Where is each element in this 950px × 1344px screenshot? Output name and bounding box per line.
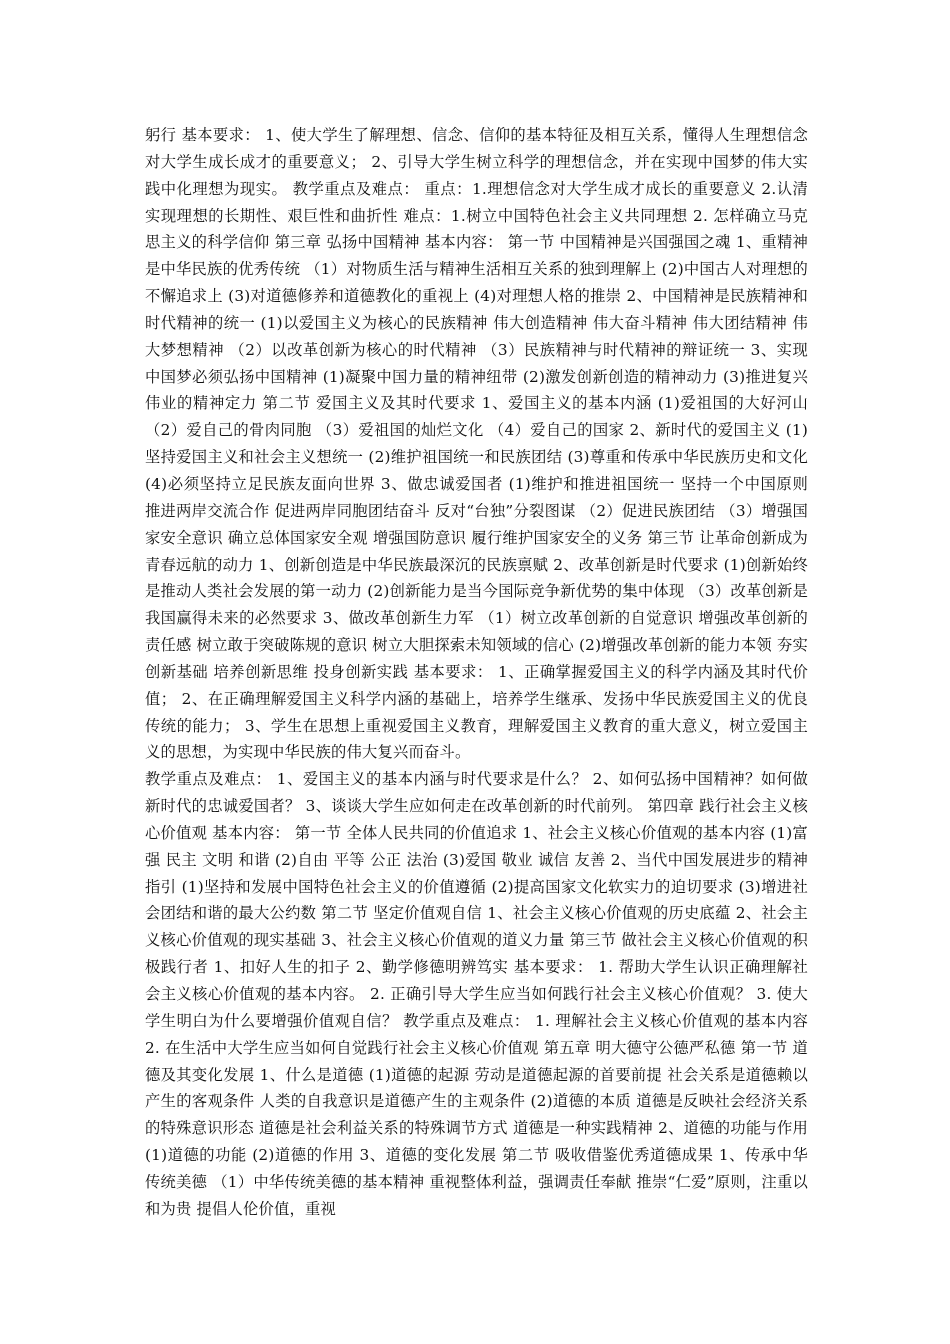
body-paragraph-2: 教学重点及难点： 1、爱国主义的基本内涵与时代要求是什么？ 2、如何弘扬中国精神？如何做新时代的忠诚爱国者？ 3、谈谈大学生应如何走在改革创新的时代前列。 第四章 践行社会主义核心价值观 基本内容： 第一节 全体人民共同的价值追求 1、社会主义核心价值观的基本内容 (1)富强 民主 文明 和谐 (2)自由 平等 公正 法治 (3)爱国 敬业 诚信 友善 2、当代中国发展进步的精神指引 (1)坚持和发展中国特色社会主义的价值遵循 (2)提高国家文化软实力的迫切要求 (3)增进社会团结和谐的最大公约数 第二节 坚定价值观自信 1、社会主义核心价值观的历史底蕴 2、社会主义核心价值观的现实基础 3、社会主义核心价值观的道义力量 第三节 做社会主义核心价值观的积极践行者 1、扣好人生的扣子 2、勤学修德明辨笃实 基本要求： 1. 帮助大学生认识正确理解社会主义核心价值观的基本内容。 2. 正确引导大学生应当如何践行社会主义核心价值观？ 3. 使大学生明白为什么要增强价值观自信？ 教学重点及难点： 1. 理解社会主义核心价值观的基本内容 2. 在生活中大学生应当如何自觉践行社会主义核心价值观 第五章 明大德守公德严私德 第一节 道德及其变化发展 1、什么是道德 (1)道德的起源 劳动是道德起源的首要前提 社会关系是道德赖以产生的客观条件 人类的自我意识是道德产生的主观条件 (2)道德的本质 道德是反映社会经济关系的特殊意识形态 道德是社会利益关系的特殊调节方式 道德是一种实践精神 2、道德的功能与作用 (1)道德的功能 (2)道德的作用 3、道德的变化发展 第二节 吸收借鉴优秀道德成果 1、传承中华传统美德 （1）中华传统美德的基本精神 重视整体利益，强调责任奉献 推崇“仁爱”原则，注重以和为贵 提倡人伦价值，重视 bbox=[145, 770, 808, 1218]
body-paragraph-1: 躬行 基本要求： 1、使大学生了解理想、信念、信仰的基本特征及相互关系，懂得人生理想信念对大学生成长成才的重要意义； 2、引导大学生树立科学的理想信念，并在实现中国梦的伟大实践中化理想为现实。 教学重点及难点： 重点：1.理想信念对大学生成才成长的重要意义 2.认清实现理想的长期性、艰巨性和曲折性 难点：1.树立中国特色社会主义共同理想 2. 怎样确立马克思主义的科学信仰 第三章 弘扬中国精神 基本内容： 第一节 中国精神是兴国强国之魂 1、重精神是中华民族的优秀传统 （1）对物质生活与精神生活相互关系的独到理解上 (2)中国古人对理想的不懈追求上 (3)对道德修养和道德教化的重视上 (4)对理想人格的推崇 2、中国精神是民族精神和时代精神的统一 (1)以爱国主义为核心的民族精神 伟大创造精神 伟大奋斗精神 伟大团结精神 伟大梦想精神 （2）以改革创新为核心的时代精神 （3）民族精神与时代精神的辩证统一 3、实现中国梦必须弘扬中国精神 (1)凝聚中国力量的精神纽带 (2)激发创新创造的精神动力 (3)推进复兴伟业的精神定力 第二节 爱国主义及其时代要求 1、爱国主义的基本内涵 (1)爱祖国的大好河山 （2）爱自己的骨肉同胞 （3）爱祖国的灿烂文化 （4）爱自己的国家 2、新时代的爱国主义 (1)坚持爱国主义和社会主义想统一 (2)维护祖国统一和民族团结 (3)尊重和传承中华民族历史和文化 (4)必须坚持立足民族友面向世界 3、做忠诚爱国者 (1)维护和推进祖国统一 坚持一个中国原则 推进两岸交流合作 促进两岸同胞团结奋斗 反对“台独”分裂图谋 （2）促进民族团结 （3）增强国家安全意识 确立总体国家安全观 增强国防意识 履行维护国家安全的义务 第三节 让革命创新成为青春远航的动力 1、创新创造是中华民族最深沉的民族禀赋 2、改革创新是时代要求 (1)创新始终是推动人类社会发展的第一动力 (2)创新能力是当今国际竞争新优势的集中体现 （3）改革创新是我国赢得未来的必然要求 3、做改革创新生力军 （1）树立改革创新的自觉意识 增强改革创新的责任感 树立敢于突破陈规的意识 树立大胆探索未知领域的信心 (2)增强改革创新的能力本领 夯实创新基础 培养创新思维 投身创新实践 基本要求： 1、正确掌握爱国主义的科学内涵及其时代价值； 2、在正确理解爱国主义科学内涵的基础上，培养学生继承、发扬中华民族爱国主义的优良传统的能力； 3、学生在思想上重视爱国主义教育，理解爱国主义教育的重大意义，树立爱国主义的思想，为实现中华民族的伟大复兴而奋斗。 bbox=[145, 126, 808, 762]
document-body bbox=[145, 122, 808, 1223]
